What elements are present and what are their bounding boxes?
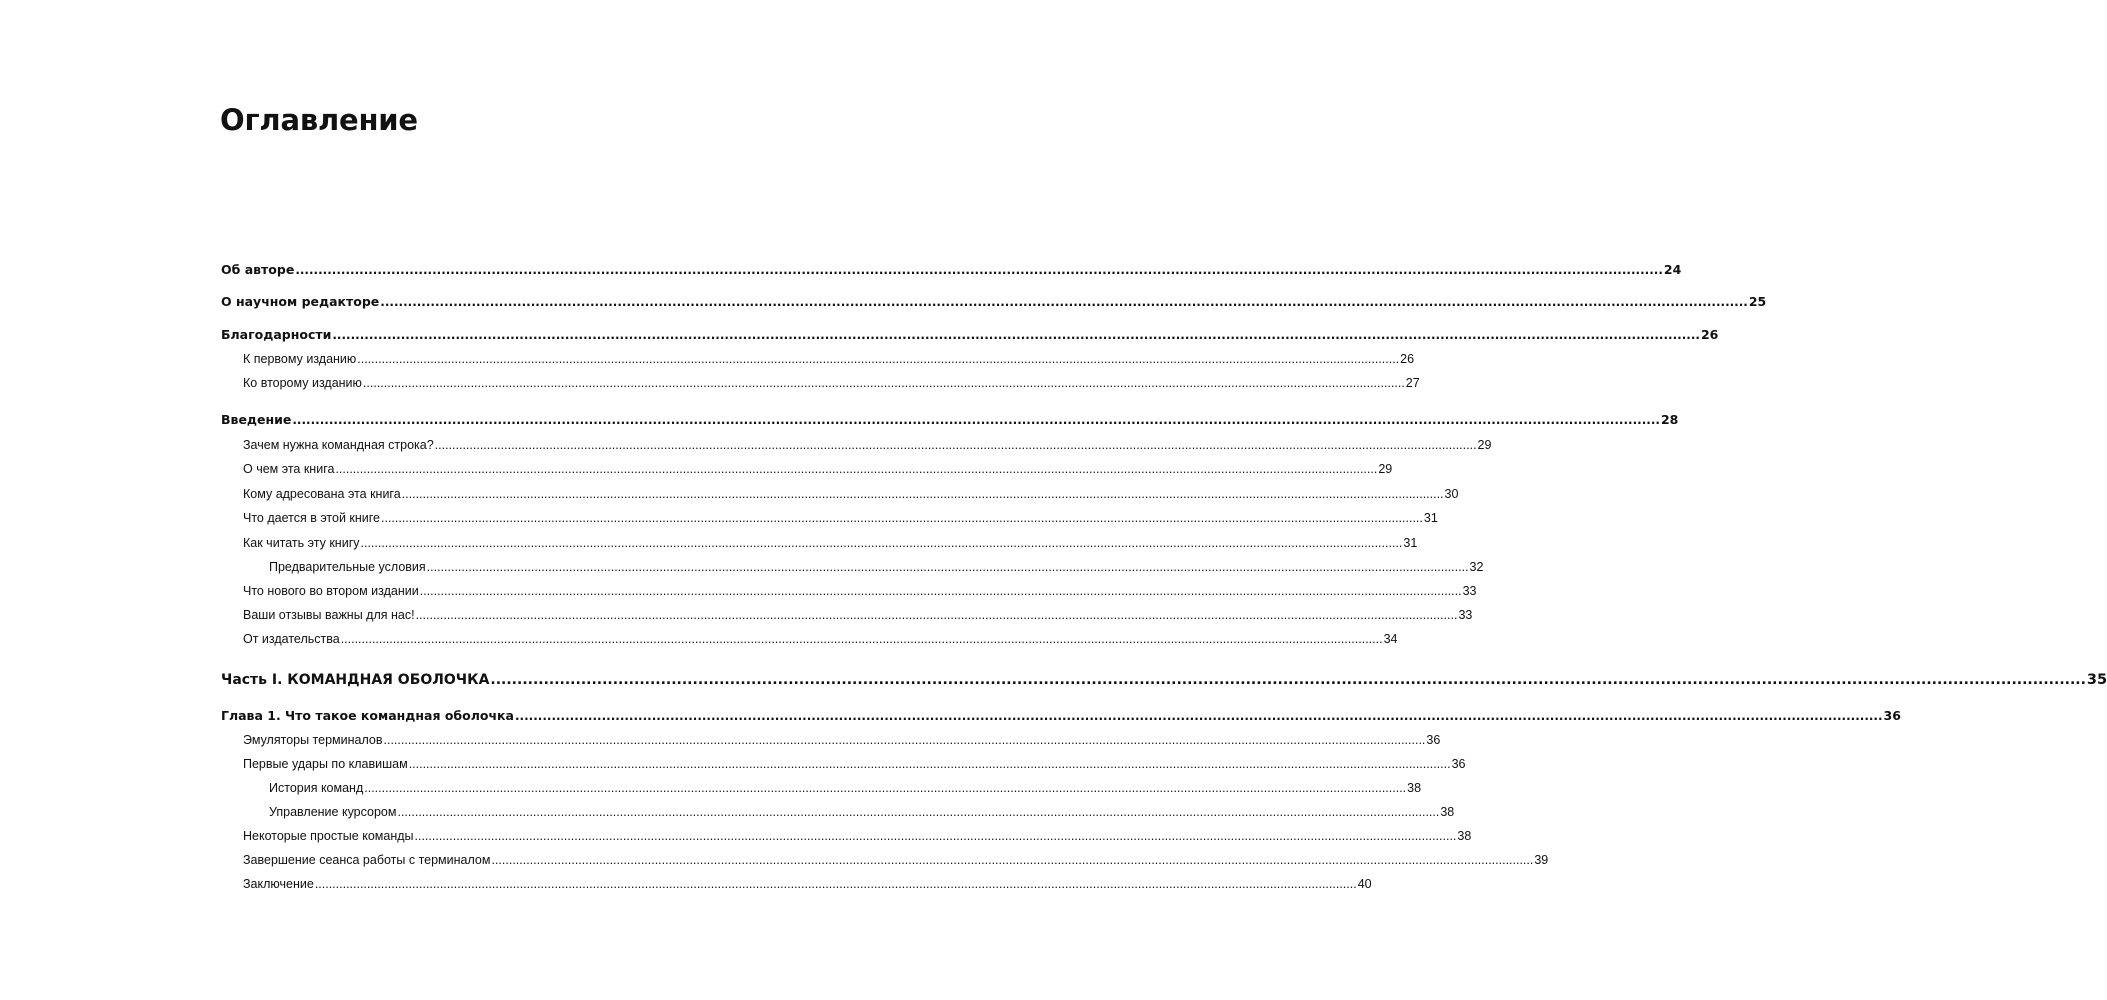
toc-chapter-entry[interactable] (221, 708, 1901, 723)
toc-entry-page: 36 (1883, 708, 1901, 723)
toc-entry[interactable] (221, 608, 1473, 622)
toc-entry-label: О научном редакторе (221, 294, 380, 309)
toc-entry-page: 31 (1403, 536, 1418, 550)
toc-leader-dots: ............................................................................................................................................................................................................................................................................................................ (383, 733, 1426, 747)
toc-entry[interactable] (221, 757, 1466, 771)
toc-entry-page: 36 (1426, 733, 1441, 747)
toc-entry[interactable] (221, 877, 1372, 891)
toc-entry-page: 28 (1660, 412, 1679, 427)
toc-entry-label: Заключение (243, 877, 314, 891)
toc-leader-dots: ............................................................................................................................................................................................................................................................................................................ (491, 853, 1534, 867)
toc-leader-dots: ............................................................................................................................................................................................................................................................................................................ (360, 536, 1403, 550)
toc-entry-page: 29 (1477, 438, 1492, 452)
toc-entry-label: Благодарности (221, 327, 332, 342)
toc-entry[interactable] (221, 294, 1767, 309)
toc-entry-label: Управление курсором (269, 805, 397, 819)
toc-entry-page: 25 (1748, 294, 1767, 309)
toc-leader-dots: ............................................................................................................................................................................................................................................................................................................ (332, 328, 1700, 342)
toc-entry-page: 39 (1534, 853, 1549, 867)
toc-entry-page: 38 (1457, 829, 1472, 843)
toc-leader-dots: ............................................................................................................................................................................................................................................................................................................ (364, 781, 1407, 795)
toc-entry[interactable] (221, 733, 1441, 747)
toc-entry-label: От издательства (243, 632, 340, 646)
toc-leader-dots: ............................................................................................................................................................................................................................................................................................................ (357, 352, 1400, 366)
toc-entry-label: Зачем нужна командная строка? (243, 438, 434, 452)
toc-entry-label: Ваши отзывы важны для нас! (243, 608, 415, 622)
toc-entry[interactable] (221, 438, 1492, 452)
toc-leader-dots: ............................................................................................................................................................................................................................................................................................................ (426, 560, 1469, 574)
toc-leader-dots: ............................................................................................................................................................................................................................................................................................................ (340, 632, 1383, 646)
toc-leader-dots: ............................................................................................................................................................................................................................................................................................................ (415, 608, 1458, 622)
toc-leader-dots: ............................................................................................................................................................................................................................................................................................................ (514, 709, 1883, 723)
toc-leader-dots: ............................................................................................................................................................................................................................................................................................................ (314, 877, 1357, 891)
toc-entry-page: 24 (1663, 262, 1682, 277)
toc-entry[interactable] (221, 511, 1438, 525)
toc-leader-dots: ............................................................................................................................................................................................................................................................................................................ (490, 672, 2086, 688)
toc-entry-page: 26 (1700, 327, 1719, 342)
toc-entry-label: Эмуляторы терминалов (243, 733, 383, 747)
toc-entry[interactable] (221, 805, 1455, 819)
toc-entry[interactable] (221, 376, 1420, 390)
toc-entry-page: 33 (1458, 608, 1473, 622)
toc-leader-dots: ............................................................................................................................................................................................................................................................................................................ (434, 438, 1477, 452)
toc-leader-dots: ............................................................................................................................................................................................................................................................................................................ (362, 376, 1405, 390)
toc-entry-label: К первому изданию (243, 352, 357, 366)
toc-entry-label: Как читать эту книгу (243, 536, 360, 550)
toc-entry-label: Предварительные условия (269, 560, 426, 574)
toc-entry-page: 32 (1469, 560, 1484, 574)
toc-entry[interactable] (221, 829, 1472, 843)
toc-entry[interactable] (221, 412, 1679, 427)
toc-entry-page: 27 (1405, 376, 1420, 390)
toc-entry-label: Часть I. КОМАНДНАЯ ОБОЛОЧКА (221, 672, 490, 688)
toc-entry-label: Введение (221, 412, 292, 427)
toc-entry-page: 38 (1440, 805, 1455, 819)
toc-entry-page: 33 (1462, 584, 1477, 598)
toc-entry[interactable] (221, 853, 1549, 867)
toc-entry-page: 29 (1378, 462, 1393, 476)
toc-leader-dots: ............................................................................................................................................................................................................................................................................................................ (414, 829, 1457, 843)
toc-entry[interactable] (221, 327, 1719, 342)
toc-entry-page: 36 (1451, 757, 1466, 771)
toc-entry-page: 35 (2086, 672, 2107, 688)
toc-entry-label: Некоторые простые команды (243, 829, 414, 843)
toc-entry-label: История команд (269, 781, 364, 795)
toc-entry-label: Что нового во втором издании (243, 584, 419, 598)
toc-entry-label: Что дается в этой книге (243, 511, 380, 525)
toc-leader-dots: ............................................................................................................................................................................................................................................................................................................ (292, 413, 1660, 427)
toc-leader-dots: ............................................................................................................................................................................................................................................................................................................ (401, 487, 1444, 501)
toc-entry[interactable] (221, 536, 1418, 550)
toc-leader-dots: ............................................................................................................................................................................................................................................................................................................ (408, 757, 1451, 771)
toc-entry-page: 26 (1400, 352, 1415, 366)
toc-leader-dots: ............................................................................................................................................................................................................................................................................................................ (381, 511, 1423, 525)
toc-entry-label: Об авторе (221, 262, 295, 277)
toc-entry[interactable] (221, 262, 1682, 277)
toc-leader-dots: ............................................................................................................................................................................................................................................................................................................ (419, 584, 1462, 598)
toc-entry-label: Завершение сеанса работы с терминалом (243, 853, 491, 867)
toc-entry-label: О чем эта книга (243, 462, 335, 476)
toc-entry-page: 38 (1407, 781, 1422, 795)
toc-entry-page: 31 (1423, 511, 1438, 525)
toc-entry-label: Глава 1. Что такое командная оболочка (221, 708, 514, 723)
toc-entry-label: Кому адресована эта книга (243, 487, 401, 501)
toc-part-entry[interactable] (221, 672, 2107, 688)
toc-leader-dots: ............................................................................................................................................................................................................................................................................................................ (380, 295, 1748, 309)
toc-entry-label: Ко второму изданию (243, 376, 362, 390)
toc-leader-dots: ............................................................................................................................................................................................................................................................................................................ (295, 263, 1663, 277)
toc-leader-dots: ............................................................................................................................................................................................................................................................................................................ (397, 805, 1440, 819)
toc-entry[interactable] (221, 781, 1422, 795)
toc-entry[interactable] (221, 632, 1398, 646)
toc-entry-page: 40 (1357, 877, 1372, 891)
toc-entry[interactable] (221, 462, 1393, 476)
page-title: Оглавление (220, 103, 418, 137)
toc-entry[interactable] (221, 487, 1459, 501)
toc-leader-dots: ............................................................................................................................................................................................................................................................................................................ (335, 462, 1378, 476)
toc-entry[interactable] (221, 352, 1415, 366)
toc-entry[interactable] (221, 584, 1477, 598)
toc-entry-page: 34 (1383, 632, 1398, 646)
toc-entry-label: Первые удары по клавишам (243, 757, 408, 771)
toc-entry-page: 30 (1444, 487, 1459, 501)
toc-entry[interactable] (221, 560, 1484, 574)
